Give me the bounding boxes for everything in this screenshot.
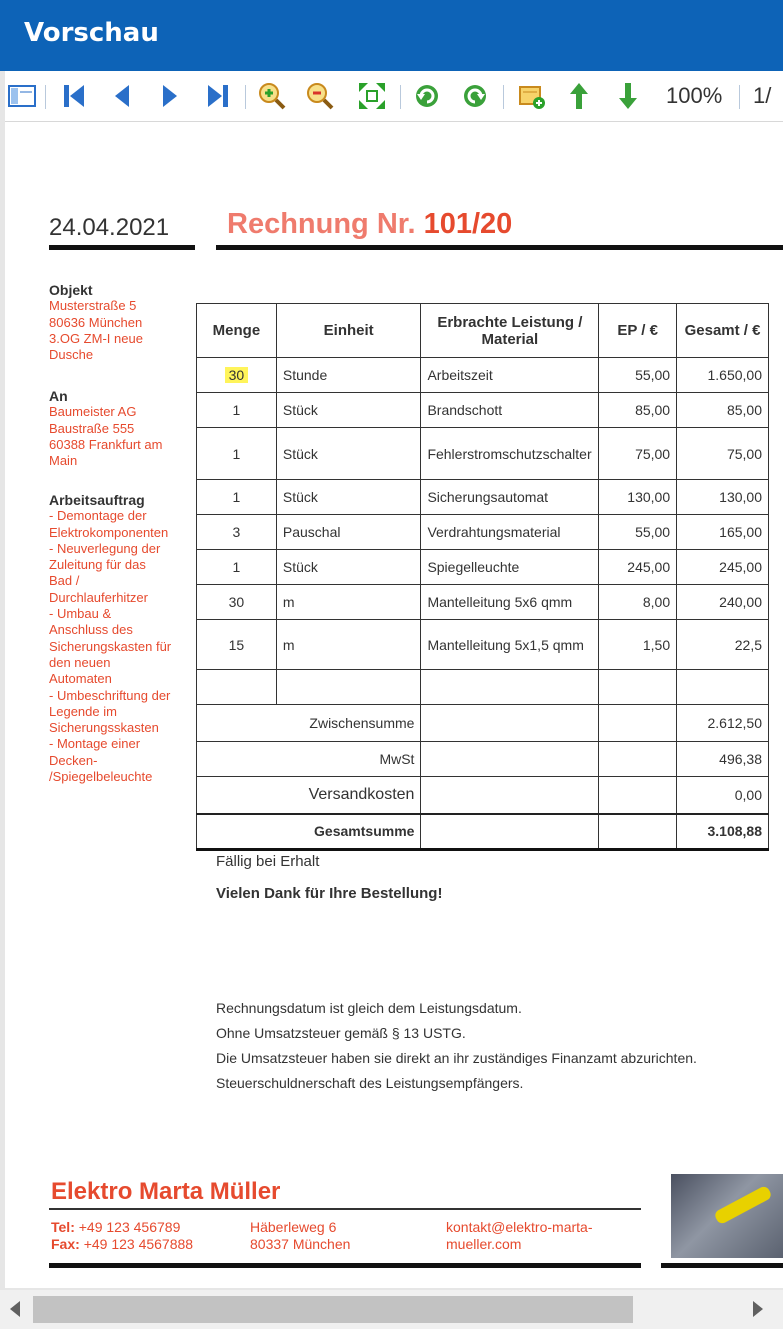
cell-unit-price: 55,00 [599, 358, 677, 393]
cell-unit-price: 75,00 [599, 428, 677, 480]
table-row [197, 480, 769, 515]
table-row [197, 550, 769, 585]
object-heading: Objekt [49, 282, 93, 298]
contact-email [446, 1219, 592, 1253]
cell-quantity: 30 [225, 367, 249, 383]
scroll-left-icon[interactable] [10, 1301, 20, 1317]
cell-unit-price: 130,00 [599, 480, 677, 515]
object-line: Dusche [49, 347, 94, 363]
work-order-heading: Arbeitsauftrag [49, 492, 145, 508]
tel-label: Tel: [51, 1219, 75, 1235]
cell-description: Mantelleitung 5x1,5 qmm [421, 620, 599, 670]
object-line: 3.OG ZM-I neue [49, 330, 143, 346]
column-header: EP / € [599, 304, 677, 358]
cell-description: Arbeitszeit [421, 358, 599, 393]
cell-quantity: 1 [197, 480, 277, 515]
table-row [197, 585, 769, 620]
column-header: Einheit [276, 304, 421, 358]
invoice-table [196, 303, 769, 851]
note-line: Rechnungsdatum ist gleich dem Leistungsdatum. [216, 1000, 522, 1016]
recipient-line: 60388 Frankfurt am [49, 436, 163, 452]
cell-unit: Stunde [276, 358, 421, 393]
prev-page-icon[interactable] [105, 79, 139, 113]
cell-unit-price: 55,00 [599, 515, 677, 550]
note-line: Die Umsatzsteuer haben sie direkt an ihr zuständiges Finanzamt abzurichten. [216, 1050, 697, 1066]
recipient-heading: An [49, 388, 68, 404]
shipping-label: Versandkosten [197, 777, 421, 814]
table-header-row [197, 304, 769, 358]
window-titlebar [0, 0, 783, 71]
rotate-right-icon[interactable] [458, 79, 492, 113]
column-header: Gesamt / € [677, 304, 769, 358]
cell-total: 22,5 [677, 620, 769, 670]
email-line: mueller.com [446, 1236, 522, 1252]
scroll-up-icon[interactable] [562, 79, 596, 113]
cell-total: 130,00 [677, 480, 769, 515]
cell-description: Spiegelleuchte [421, 550, 599, 585]
first-page-icon[interactable] [57, 79, 91, 113]
recipient-line: Baumeister AG [49, 404, 137, 420]
table-row [197, 620, 769, 670]
subtotal-value: 2.612,50 [677, 705, 769, 742]
toolbar [5, 71, 783, 122]
page-number[interactable]: 1/ [753, 83, 772, 108]
fax-label: Fax: [51, 1236, 80, 1252]
tax-row [197, 742, 769, 777]
panel-icon[interactable] [5, 79, 39, 113]
work-order-block [49, 492, 177, 785]
work-order-line: - Demontage der [49, 508, 147, 524]
column-header: Menge [197, 304, 277, 358]
cell-total: 85,00 [677, 393, 769, 428]
cell-unit-price: 1,50 [599, 620, 677, 670]
cell-description: Fehlerstromschutzschalter [421, 428, 599, 480]
last-page-icon[interactable] [201, 79, 235, 113]
email-line: kontakt@elektro-marta- [446, 1219, 593, 1235]
cell-quantity: 3 [197, 515, 277, 550]
invoice-title-label: Rechnung Nr. [227, 208, 416, 240]
column-header: Erbrachte Leistung / Material [421, 304, 599, 358]
object-block [49, 282, 177, 363]
cell-description: Sicherungsautomat [421, 480, 599, 515]
cell-total: 1.650,00 [677, 358, 769, 393]
cell-description: Brandschott [421, 393, 599, 428]
cell-quantity: 15 [197, 620, 277, 670]
cell-unit: Stück [276, 550, 421, 585]
cell-description: Verdrahtungsmaterial [421, 515, 599, 550]
scrollbar-thumb[interactable] [33, 1296, 633, 1323]
cell-quantity: 1 [197, 393, 277, 428]
contact-phone-fax [51, 1219, 193, 1253]
cell-unit: Pauschal [276, 515, 421, 550]
table-row [197, 428, 769, 480]
fit-page-icon[interactable] [355, 79, 389, 113]
rotate-left-icon[interactable] [410, 79, 444, 113]
contact-address [250, 1219, 350, 1253]
total-row [197, 814, 769, 850]
company-name: Elektro Marta Müller [51, 1178, 281, 1205]
table-row [197, 515, 769, 550]
address-city: 80337 München [250, 1236, 351, 1252]
subtotal-row [197, 705, 769, 742]
work-order-line: Zuleitung für das [49, 557, 146, 573]
subtotal-label: Zwischensumme [197, 705, 421, 742]
work-order-line: Elektrokomponenten [49, 524, 169, 540]
work-order-line: Legende im [49, 703, 117, 719]
table-row-empty [197, 670, 769, 705]
work-order-line: Automaten [49, 671, 112, 687]
recipient-line: Baustraße 555 [49, 420, 135, 436]
cell-unit: m [276, 620, 421, 670]
next-page-icon[interactable] [153, 79, 187, 113]
work-order-line: Anschluss des [49, 622, 133, 638]
cell-quantity: 30 [197, 585, 277, 620]
shipping-row [197, 777, 769, 814]
document-page [5, 122, 783, 1288]
note-line: Steuerschuldnerschaft des Leistungsempfängers. [216, 1075, 524, 1091]
shipping-value: 0,00 [677, 777, 769, 814]
scroll-down-icon[interactable] [611, 79, 645, 113]
zoom-out-icon[interactable] [303, 79, 337, 113]
table-row [197, 358, 769, 393]
object-line: Musterstraße 5 [49, 298, 137, 314]
work-order-line: - Umbeschriftung der [49, 687, 171, 703]
work-order-line: - Montage einer [49, 736, 141, 752]
cell-unit-price: 245,00 [599, 550, 677, 585]
table-row [197, 393, 769, 428]
cell-total: 240,00 [677, 585, 769, 620]
thanks-note: Vielen Dank für Ihre Bestellung! [216, 885, 443, 902]
cell-quantity: 1 [197, 550, 277, 585]
cell-unit: m [276, 585, 421, 620]
total-label: Gesamtsumme [197, 814, 421, 850]
cell-total: 165,00 [677, 515, 769, 550]
cell-total: 245,00 [677, 550, 769, 585]
invoice-number: 101/20 [423, 208, 513, 240]
recipient-block [49, 388, 177, 469]
scroll-right-icon[interactable] [753, 1301, 763, 1317]
export-icon[interactable] [515, 79, 549, 113]
tel-value: +49 123 456789 [78, 1219, 181, 1235]
cell-unit: Stück [276, 393, 421, 428]
horizontal-scrollbar[interactable] [0, 1290, 783, 1329]
cell-unit: Stück [276, 428, 421, 480]
tax-label: MwSt [197, 742, 421, 777]
work-order-line: Sicherungsskasten [49, 720, 159, 736]
recipient-line: Main [49, 453, 78, 469]
zoom-in-icon[interactable] [255, 79, 289, 113]
object-line: 80636 München [49, 314, 143, 330]
work-order-line: - Umbau & [49, 606, 112, 622]
work-order-line: Decken- [49, 752, 98, 768]
address-street: Häberleweg 6 [250, 1219, 337, 1235]
fax-value: +49 123 4567888 [83, 1236, 194, 1252]
cell-quantity: 1 [197, 428, 277, 480]
cell-unit-price: 85,00 [599, 393, 677, 428]
zoom-level[interactable]: 100% [666, 83, 723, 108]
invoice-date: 24.04.2021 [49, 214, 170, 241]
invoice-title [227, 208, 512, 241]
work-order-line: - Neuverlegung der [49, 540, 161, 556]
work-order-line: Sicherungskasten für [49, 638, 172, 654]
cell-unit: Stück [276, 480, 421, 515]
window-title: Vorschau [24, 18, 159, 48]
total-value: 3.108,88 [677, 814, 769, 850]
cell-unit-price: 8,00 [599, 585, 677, 620]
cell-total: 75,00 [677, 428, 769, 480]
work-order-line: den neuen [49, 654, 111, 670]
tax-value: 496,38 [677, 742, 769, 777]
work-order-line: Durchlauferhitzer [49, 589, 148, 605]
cell-description: Mantelleitung 5x6 qmm [421, 585, 599, 620]
due-note: Fällig bei Erhalt [216, 853, 320, 870]
work-order-line: Bad / [49, 573, 80, 589]
note-line: Ohne Umsatzsteuer gemäß § 13 USTG. [216, 1025, 466, 1041]
work-order-line: /Spiegelbeleuchte [49, 769, 153, 785]
